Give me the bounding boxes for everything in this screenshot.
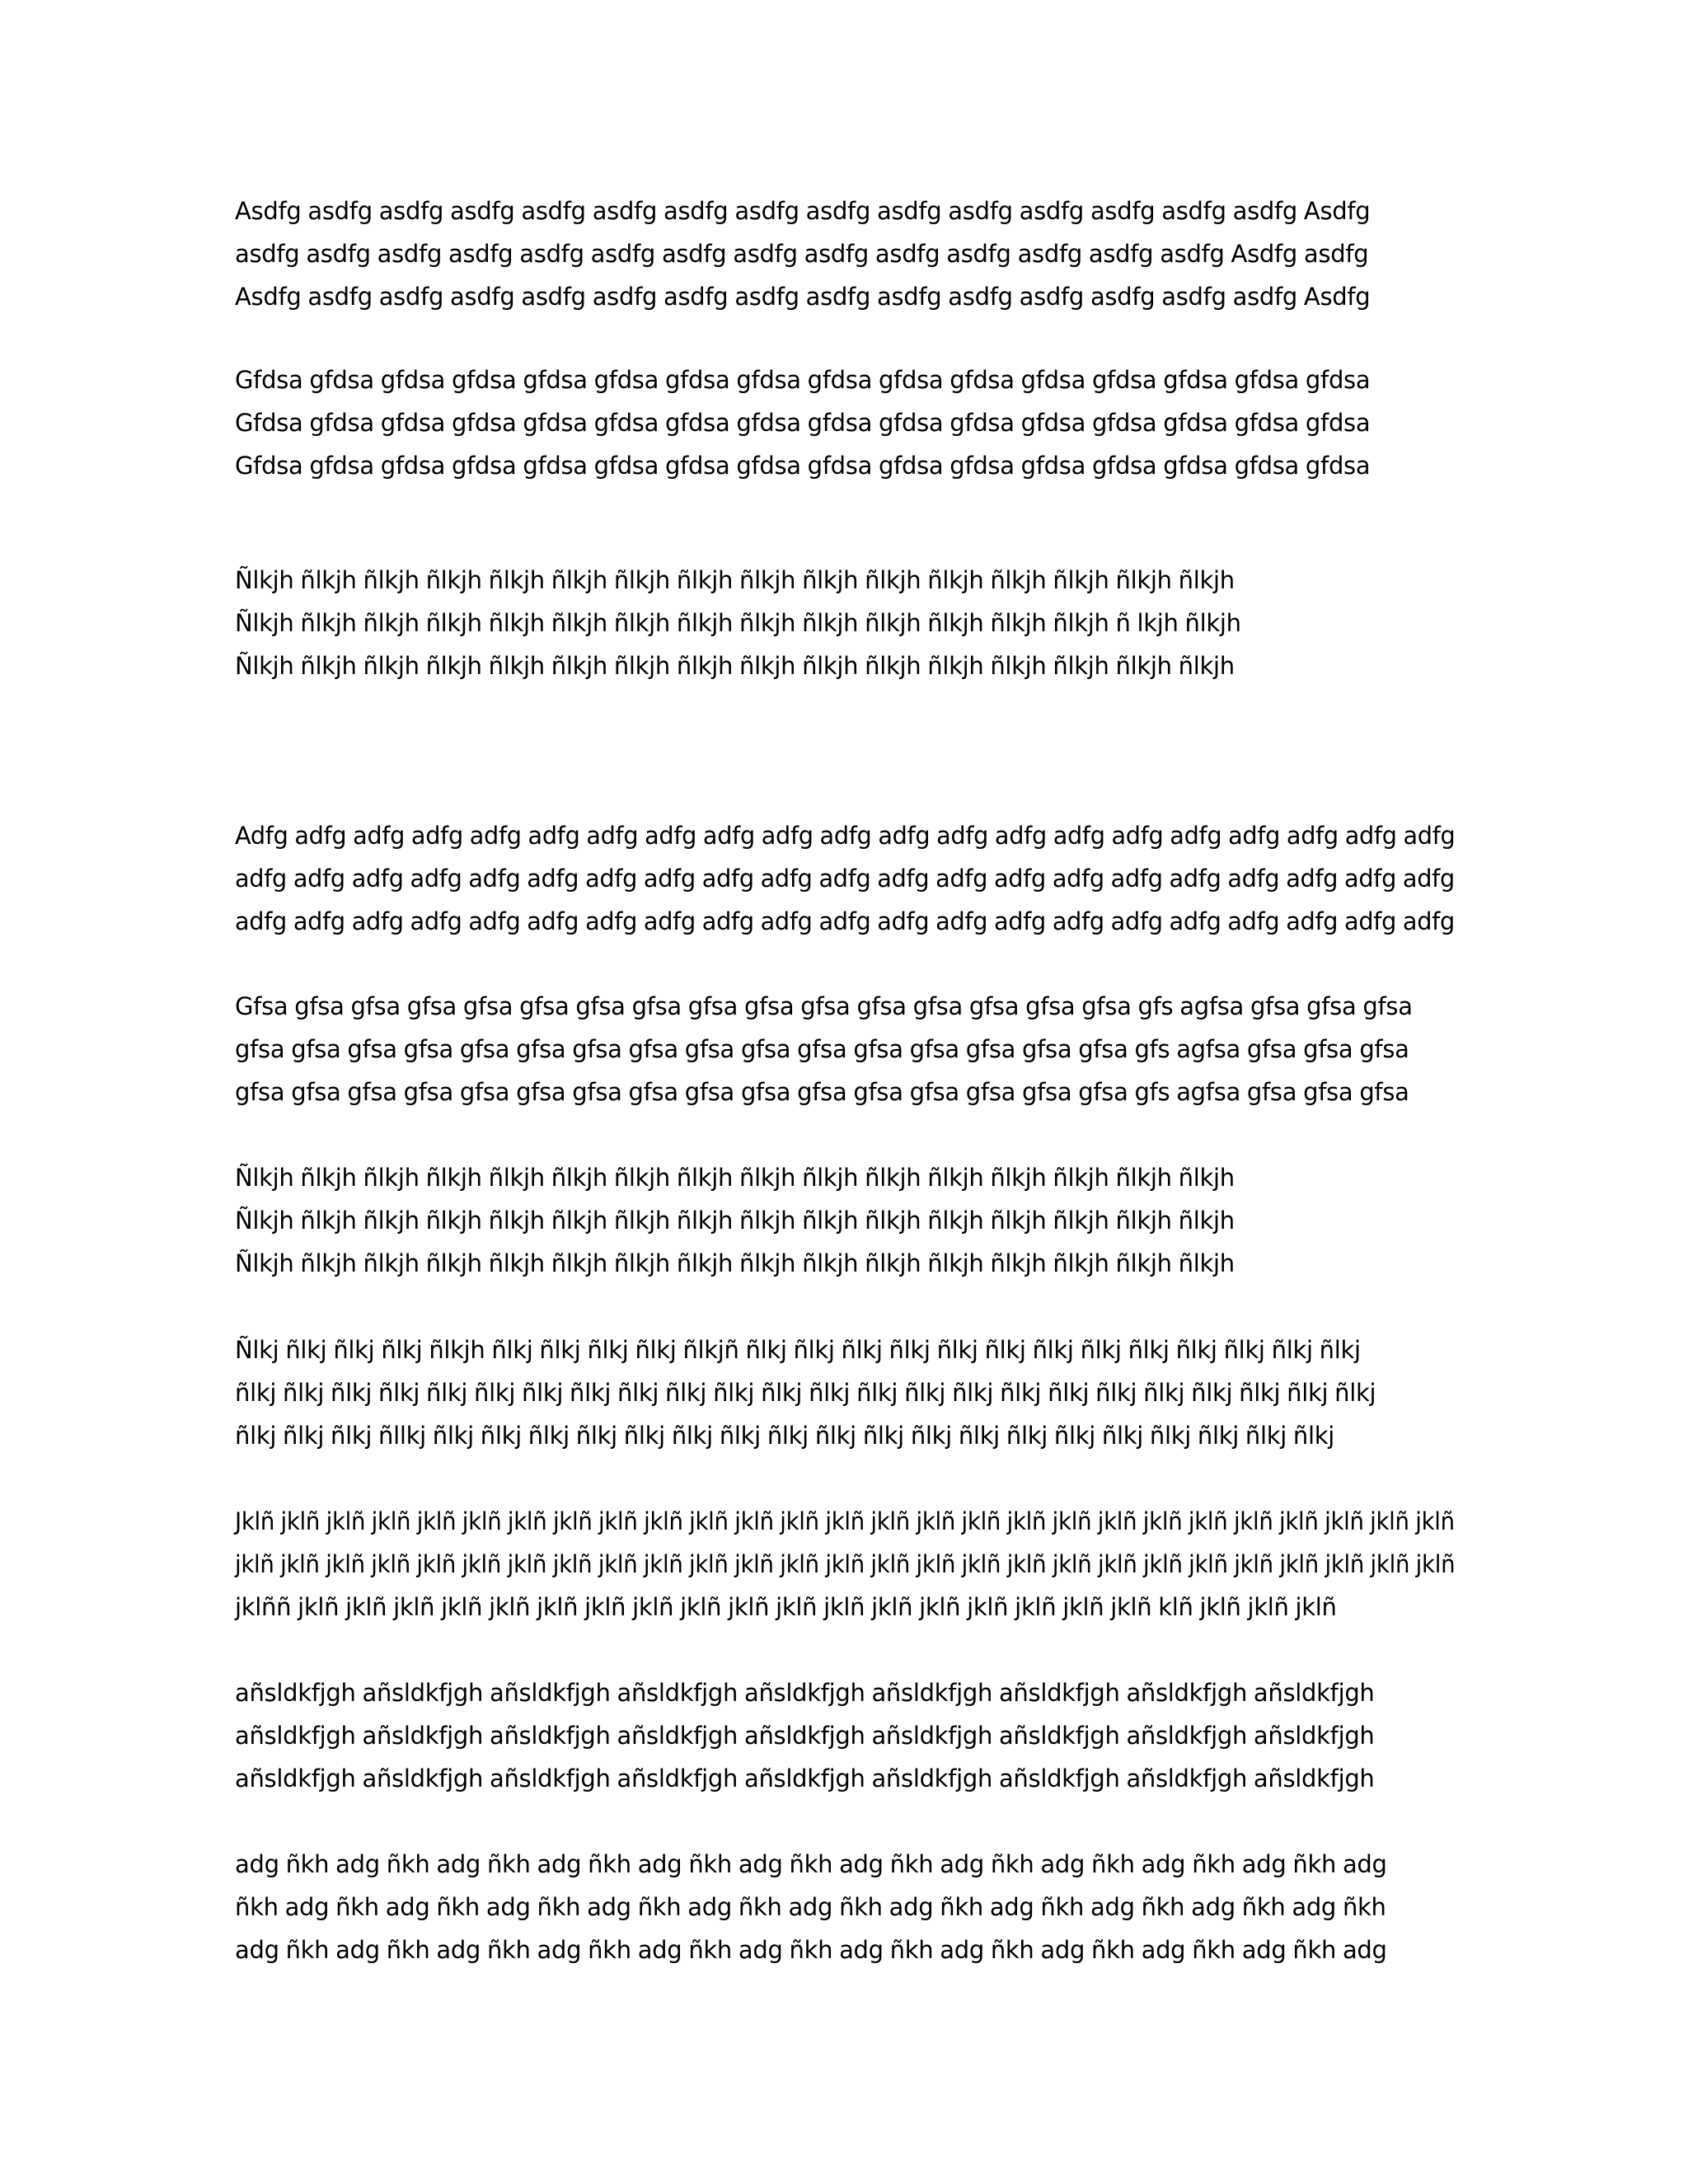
text-line: Gfdsa gfdsa gfdsa gfdsa gfdsa gfdsa gfdsa gfdsa gfdsa gfdsa gfdsa gfdsa gfdsa gfdsa gfdsa gfdsa <box>235 409 1371 437</box>
text-line: jklññ jklñ jklñ jklñ jklñ jklñ jklñ jklñ jklñ jklñ jklñ jklñ jklñ jklñ jklñ jklñ jklñ jklñ jklñ klñ jklñ jklñ jklñ <box>235 1593 1337 1621</box>
text-line: ñkh adg ñkh adg ñkh adg ñkh adg ñkh adg ñkh adg ñkh adg ñkh adg ñkh adg ñkh adg ñkh adg ñkh <box>235 1893 1386 1921</box>
paragraph-gfsa <box>235 985 1455 1113</box>
text-line: Ñlkjh ñlkjh ñlkjh ñlkjh ñlkjh ñlkjh ñlkjh ñlkjh ñlkjh ñlkjh ñlkjh ñlkjh ñlkjh ñlkjh ñlkjh ñlkjh <box>235 566 1235 594</box>
text-line: Asdfg asdfg asdfg asdfg asdfg asdfg asdfg asdfg asdfg asdfg asdfg asdfg asdfg asdfg asdfg Asdfg <box>235 283 1371 311</box>
text-line: Adfg adfg adfg adfg adfg adfg adfg adfg adfg adfg adfg adfg adfg adfg adfg adfg adfg adfg adfg adfg adfg <box>235 822 1456 850</box>
paragraph-nlkj <box>235 1329 1455 1457</box>
text-line: ñlkj ñlkj ñlkj ñlkj ñlkj ñlkj ñlkj ñlkj ñlkj ñlkj ñlkj ñlkj ñlkj ñlkj ñlkj ñlkj ñlkj ñlkj ñlkj ñlkj ñlkj ñlkj ñlkj ñlkj <box>235 1379 1376 1407</box>
paragraph-jkln <box>235 1500 1455 1629</box>
paragraph-nlkjh <box>235 559 1455 687</box>
paragraph-nlkjh-2 <box>235 1156 1455 1285</box>
text-line: Ñlkjh ñlkjh ñlkjh ñlkjh ñlkjh ñlkjh ñlkjh ñlkjh ñlkjh ñlkjh ñlkjh ñlkjh ñlkjh ñlkjh ñlkjh ñlkjh <box>235 1207 1235 1235</box>
paragraph-gfdsa <box>235 359 1455 487</box>
text-line: añsldkfjgh añsldkfjgh añsldkfjgh añsldkfjgh añsldkfjgh añsldkfjgh añsldkfjgh añsldkfjgh añsldkfjgh <box>235 1679 1375 1707</box>
text-line: Asdfg asdfg asdfg asdfg asdfg asdfg asdfg asdfg asdfg asdfg asdfg asdfg asdfg asdfg asdfg Asdfg <box>235 197 1371 225</box>
text-line: Ñlkjh ñlkjh ñlkjh ñlkjh ñlkjh ñlkjh ñlkjh ñlkjh ñlkjh ñlkjh ñlkjh ñlkjh ñlkjh ñlkjh ñlkjh ñlkjh <box>235 1164 1235 1192</box>
text-line: añsldkfjgh añsldkfjgh añsldkfjgh añsldkfjgh añsldkfjgh añsldkfjgh añsldkfjgh añsldkfjgh añsldkfjgh <box>235 1765 1375 1793</box>
paragraph-adg-nkh <box>235 1843 1455 1971</box>
text-line: adg ñkh adg ñkh adg ñkh adg ñkh adg ñkh adg ñkh adg ñkh adg ñkh adg ñkh adg ñkh adg ñkh adg <box>235 1936 1387 1964</box>
text-line: gfsa gfsa gfsa gfsa gfsa gfsa gfsa gfsa gfsa gfsa gfsa gfsa gfsa gfsa gfsa gfsa gfs agfsa gfsa gfsa gfsa <box>235 1078 1409 1106</box>
text-line: adfg adfg adfg adfg adfg adfg adfg adfg adfg adfg adfg adfg adfg adfg adfg adfg adfg adfg adfg adfg adfg <box>235 865 1455 893</box>
paragraph-ansldkfjgh <box>235 1671 1455 1800</box>
paragraph-asdfg <box>235 190 1455 318</box>
text-line: Gfsa gfsa gfsa gfsa gfsa gfsa gfsa gfsa gfsa gfsa gfsa gfsa gfsa gfsa gfsa gfsa gfs agfsa gfsa gfsa gfsa <box>235 992 1413 1020</box>
text-line: adg ñkh adg ñkh adg ñkh adg ñkh adg ñkh adg ñkh adg ñkh adg ñkh adg ñkh adg ñkh adg ñkh adg <box>235 1850 1387 1878</box>
text-line: Gfdsa gfdsa gfdsa gfdsa gfdsa gfdsa gfdsa gfdsa gfdsa gfdsa gfdsa gfdsa gfdsa gfdsa gfdsa gfdsa <box>235 366 1371 394</box>
text-line: añsldkfjgh añsldkfjgh añsldkfjgh añsldkfjgh añsldkfjgh añsldkfjgh añsldkfjgh añsldkfjgh añsldkfjgh <box>235 1722 1375 1750</box>
paragraph-adfg <box>235 814 1455 943</box>
text-line: asdfg asdfg asdfg asdfg asdfg asdfg asdfg asdfg asdfg asdfg asdfg asdfg asdfg asdfg Asdfg asdfg <box>235 240 1369 268</box>
text-line: adfg adfg adfg adfg adfg adfg adfg adfg adfg adfg adfg adfg adfg adfg adfg adfg adfg adfg adfg adfg adfg <box>235 907 1455 935</box>
text-line: ñlkj ñlkj ñlkj ñllkj ñlkj ñlkj ñlkj ñlkj ñlkj ñlkj ñlkj ñlkj ñlkj ñlkj ñlkj ñlkj ñlkj ñlkj ñlkj ñlkj ñlkj ñlkj ñlkj <box>235 1422 1334 1450</box>
text-line: jklñ jklñ jklñ jklñ jklñ jklñ jklñ jklñ jklñ jklñ jklñ jklñ jklñ jklñ jklñ jklñ jklñ jklñ jklñ jklñ jklñ jklñ jklñ jklñ jklñ jklñ jklñ <box>235 1550 1456 1578</box>
text-line: Gfdsa gfdsa gfdsa gfdsa gfdsa gfdsa gfdsa gfdsa gfdsa gfdsa gfdsa gfdsa gfdsa gfdsa gfdsa gfdsa <box>235 452 1371 480</box>
text-line: gfsa gfsa gfsa gfsa gfsa gfsa gfsa gfsa gfsa gfsa gfsa gfsa gfsa gfsa gfsa gfsa gfs agfsa gfsa gfsa gfsa <box>235 1035 1409 1063</box>
text-line: Ñlkjh ñlkjh ñlkjh ñlkjh ñlkjh ñlkjh ñlkjh ñlkjh ñlkjh ñlkjh ñlkjh ñlkjh ñlkjh ñlkjh ñlkjh ñlkjh <box>235 1249 1235 1277</box>
text-line: Ñlkjh ñlkjh ñlkjh ñlkjh ñlkjh ñlkjh ñlkjh ñlkjh ñlkjh ñlkjh ñlkjh ñlkjh ñlkjh ñlkjh ñlkjh ñlkjh <box>235 652 1235 680</box>
text-line: Ñlkj ñlkj ñlkj ñlkj ñlkjh ñlkj ñlkj ñlkj ñlkj ñlkjñ ñlkj ñlkj ñlkj ñlkj ñlkj ñlkj ñlkj ñlkj ñlkj ñlkj ñlkj ñlkj ñlkj <box>235 1336 1361 1364</box>
text-line: Ñlkjh ñlkjh ñlkjh ñlkjh ñlkjh ñlkjh ñlkjh ñlkjh ñlkjh ñlkjh ñlkjh ñlkjh ñlkjh ñlkjh ñ lkjh ñlkjh <box>235 609 1241 637</box>
text-line: Jklñ jklñ jklñ jklñ jklñ jklñ jklñ jklñ jklñ jklñ jklñ jklñ jklñ jklñ jklñ jklñ jklñ jklñ jklñ jklñ jklñ jklñ jklñ jklñ jklñ jklñ jklñ <box>235 1507 1455 1535</box>
